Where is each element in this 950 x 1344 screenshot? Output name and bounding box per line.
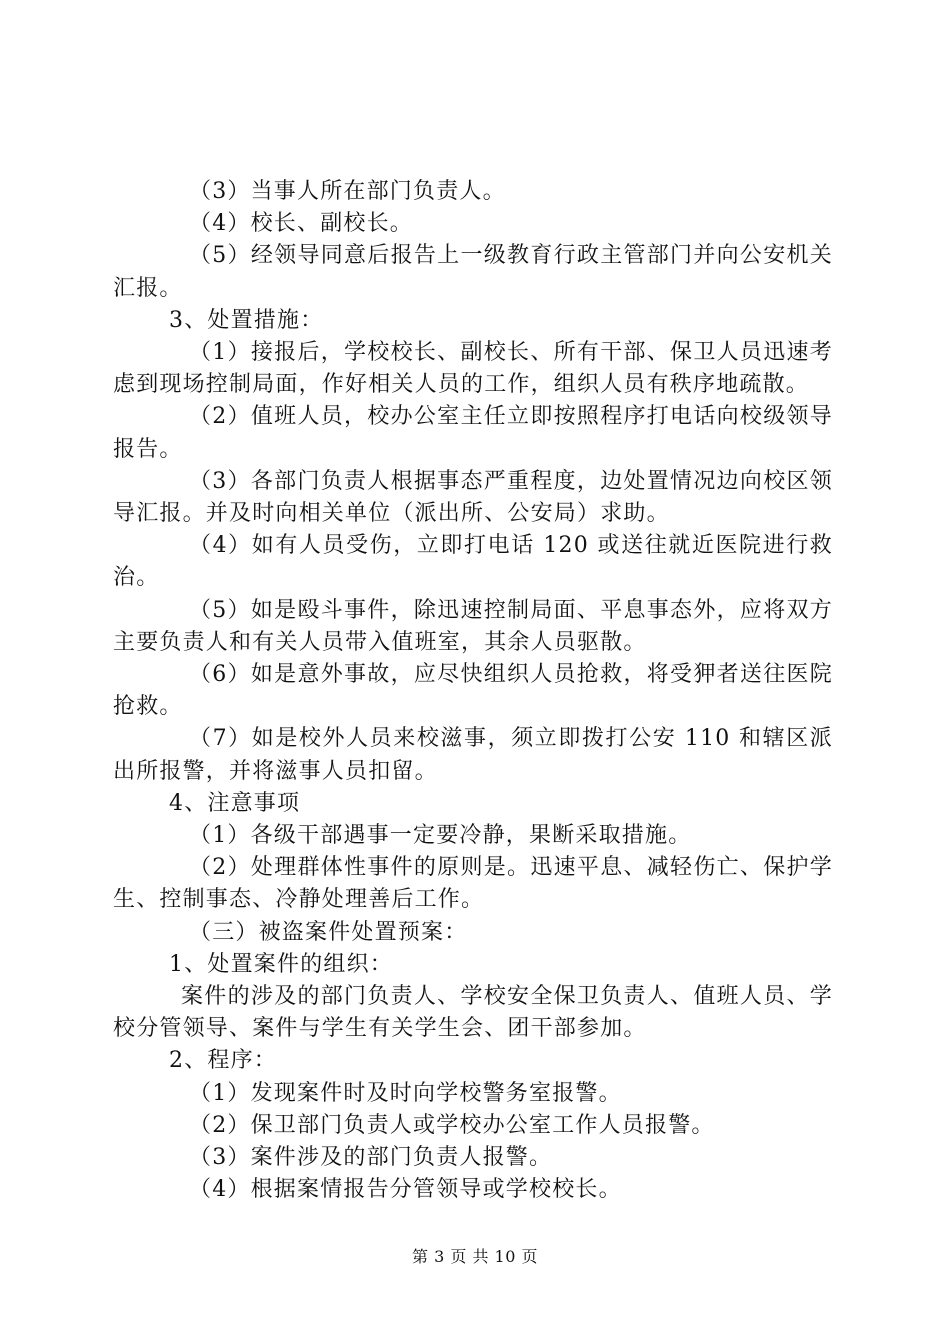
paragraph: （6）如是意外事故，应尽快组织人员抢救，将受狎者送往医院抢救。 [113, 662, 833, 720]
section-heading: 3、处置措施： [169, 307, 324, 333]
paragraph: （3）各部门负责人根据事态严重程度，边处置情况边向校区领导汇报。并及时向相关单位（派出所、公安局）求助。 [113, 468, 833, 527]
paragraph: （4）如有人员受伤，立即打电话 120 或送往就近医院进行救治。 [113, 533, 833, 591]
paragraph: （4）校长、副校长。 [189, 211, 413, 237]
paragraph: （2）处理群体性事件的原则是。迅速平息、减轻伤亡、保护学生、控制事态、冷静处理善后工作。 [113, 855, 833, 913]
document-body [113, 176, 833, 1207]
paragraph: （3）案件涉及的部门负责人报警。 [189, 1145, 553, 1171]
paragraph: （2）保卫部门负责人或学校办公室工作人员报警。 [189, 1112, 715, 1138]
paragraph: （1）发现案件时及时向学校警务室报警。 [189, 1080, 622, 1106]
section-heading: （三）被盗案件处置预案： [189, 919, 468, 945]
paragraph: （5）如是殴斗事件，除迅速控制局面、平息事态外，应将双方主要负责人和有关人员带入值班室，其余人员驱散。 [113, 597, 833, 655]
section-heading: 2、程序： [169, 1048, 277, 1074]
page-number: 第 3 页 共 10 页 [412, 1247, 538, 1266]
section-heading: 1、处置案件的组织： [169, 951, 393, 977]
paragraph: （2）值班人员，校办公室主任立即按照程序打电话向校级领导报告。 [113, 404, 833, 462]
paragraph: （4）根据案情报告分管领导或学校校长。 [189, 1177, 622, 1203]
paragraph: （7）如是校外人员来校滋事，须立即拨打公安 110 和辖区派出所报警，并将滋事人员扣留。 [113, 726, 833, 784]
paragraph: （3）当事人所在部门负责人。 [189, 179, 506, 204]
paragraph: 案件的涉及的部门负责人、学校安全保卫负责人、值班人员、学校分管领导、案件与学生有关学生会、团干部参加。 [113, 984, 833, 1042]
paragraph: （1）各级干部遇事一定要冷静，果断采取措施。 [189, 823, 692, 849]
paragraph: （5）经领导同意后报告上一级教育行政主管部门并向公安机关汇报。 [113, 243, 833, 301]
section-heading: 4、注意事项 [169, 790, 301, 816]
paragraph: （1）接报后，学校校长、副校长、所有干部、保卫人员迅速考虑到现场控制局面，作好相关人员的工作，组织人员有秩序地疏散。 [113, 340, 833, 398]
